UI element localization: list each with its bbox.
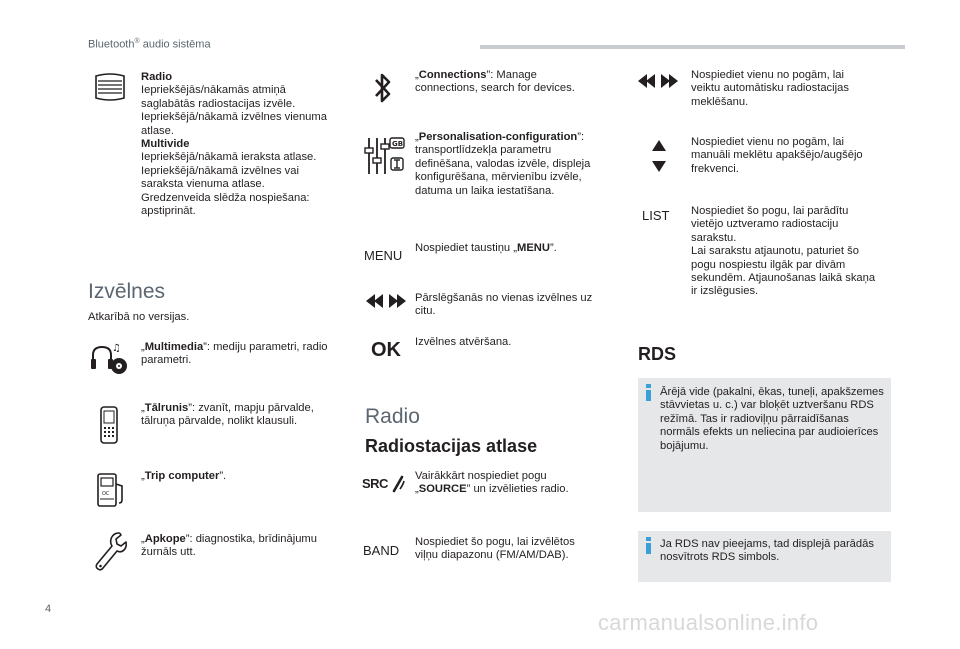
settings-sliders-icon bbox=[363, 136, 407, 176]
info-icon bbox=[646, 537, 651, 554]
menu-item-connections: „Connections”: Manage connections, search for devices. bbox=[415, 69, 575, 95]
menu-item-trip-computer: „Trip computer”. bbox=[141, 470, 227, 482]
phone-icon bbox=[99, 406, 119, 444]
multimedia-icon bbox=[90, 339, 130, 375]
list-button-description: Nospiediet šo pogu, lai parādītu vietējo uztveramo radiostaciju sarakstu. Lai sarakstu atjaunotu, paturiet šo pogu nospiestu ilgāk par divām sekundēm. Atjaunošanas laikā skaņa ir izslēgusies. bbox=[691, 205, 876, 298]
bluetooth-icon bbox=[373, 70, 393, 106]
svg-text:♫: ♫ bbox=[112, 343, 121, 354]
svg-text:OC: OC bbox=[102, 491, 110, 497]
note-text: Ārējā vide (pakalni, ēkas, tuneļi, apakšzemes stāvvietas u. c.) var bloķēt uztveršanu RDS režīmā. Tas ir radioviļņu pārraidīšanas normāls efekts un neliecina par audioierīces bojājumu. bbox=[660, 386, 884, 452]
rotary-wheel-icon bbox=[92, 72, 128, 102]
header-rule bbox=[480, 45, 905, 49]
list-button-icon: LIST bbox=[642, 208, 670, 223]
src-button-icon: SRC bbox=[362, 475, 408, 493]
left-right-arrows-icon bbox=[366, 294, 406, 308]
section-heading-rds: RDS bbox=[638, 344, 677, 364]
menu-item-multimedia: „Multimedia”: mediju parametri, radio parametri. bbox=[141, 341, 328, 367]
note-box-rds bbox=[638, 531, 891, 582]
info-icon bbox=[646, 384, 651, 401]
section-heading-izvelnes: Izvēlnes bbox=[88, 280, 166, 303]
source-slash-icon bbox=[392, 475, 406, 493]
subheading-station-selection: Radiostacijas atlase bbox=[365, 436, 538, 456]
menu-item-apkope: „Apkope”: diagnostika, brīdinājumu žurnāls utt. bbox=[141, 533, 317, 559]
ok-button-icon: OK bbox=[371, 339, 401, 361]
menu-button-icon: MENU bbox=[364, 248, 403, 263]
auto-seek-description: Nospiediet vienu no pogām, lai veiktu automātisku radiostacijas meklēšanu. bbox=[691, 69, 849, 108]
band-button-icon: BAND bbox=[363, 543, 400, 558]
section-heading-radio: Radio bbox=[365, 405, 420, 428]
note-box-reception bbox=[638, 378, 891, 512]
switch-menu-description: Pārslēgšanās no vienas izvēlnes uz citu. bbox=[415, 292, 593, 318]
up-down-arrows-icon bbox=[652, 140, 666, 172]
menu-item-talrunis: „Tālrunis”: zvanīt, mapju pārvalde, tālruņa pārvalde, nolikt klausuli. bbox=[141, 402, 314, 428]
wrench-icon bbox=[92, 530, 128, 572]
band-button-description: Nospiediet šo pogu, lai izvēlētos viļņu diapazonu (FM/AM/DAB). bbox=[415, 536, 575, 562]
page-number: 4 bbox=[45, 603, 52, 615]
seek-arrows-icon bbox=[638, 74, 678, 88]
src-button-description: Vairākkārt nospiediet pogu „SOURCE” un izvēlieties radio. bbox=[415, 470, 569, 496]
watermark: carmanualsonline.info bbox=[598, 610, 819, 635]
note-text: Ja RDS nav pieejams, tad displejā parādās nosvītrots RDS simbols. bbox=[660, 538, 874, 564]
fuel-pump-icon bbox=[95, 472, 127, 508]
manual-search-description: Nospiediet vienu no pogām, lai manuāli meklētu apakšējo/augšējo frekvenci. bbox=[691, 136, 863, 175]
svg-text:GB: GB bbox=[392, 140, 404, 148]
radio-wheel-description: Radio Iepriekšējās/nākamās atmiņā saglabātās radiostacijas izvēle. Iepriekšējā/nākamā izvēlnes vienuma atlase. Multivide Iepriekšējā/nākamā ieraksta atlase. Iepriekšējā/nākamā izvēlnes vai saraksta vienuma atlase. Gredzenveida slēdža nospiešana: apstiprināt. bbox=[141, 71, 327, 218]
menu-button-description: Nospiediet taustiņu „MENU”. bbox=[415, 242, 557, 254]
ok-button-description: Izvēlnes atvēršana. bbox=[415, 336, 512, 348]
running-header: Bluetooth® audio sistēma bbox=[88, 38, 211, 51]
section-subtext: Atkarībā no versijas. bbox=[88, 311, 190, 323]
menu-item-personalisation: „Personalisation-configuration”: transportlīdzekļa parametru definēšana, valodas izvēle, displeja konfigurēšana, mērvienību izvēle, datuma un laika iestatīšana. bbox=[415, 131, 591, 197]
